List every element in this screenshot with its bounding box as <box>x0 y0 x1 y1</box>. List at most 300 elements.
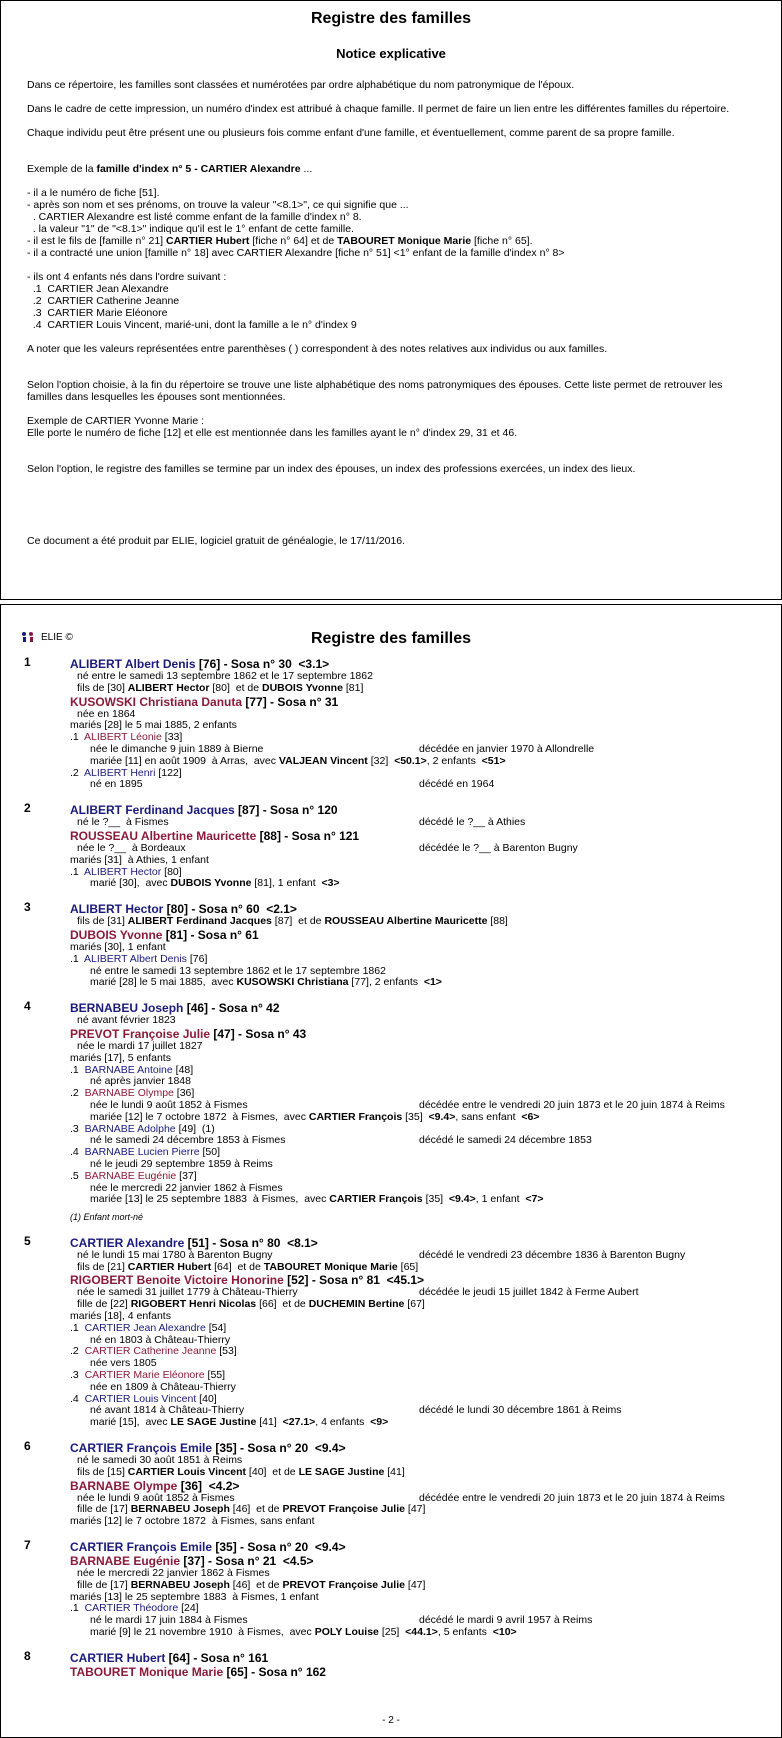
text-run: [81] <box>342 681 364 694</box>
text-run: [35] <box>422 1193 449 1206</box>
text-run: [87] et de <box>271 915 325 928</box>
person-name: ALIBERT Albert Denis <box>84 952 187 965</box>
text-run: mariée [13] le 25 septembre 1883 à Fismes, avec <box>90 1193 330 1206</box>
death-info: décédée entre le vendredi 20 juin 1873 et le 20 juin 1874 à Reims <box>419 1491 725 1504</box>
family-line <box>1 1273 781 1287</box>
line-text <box>90 1334 230 1346</box>
bold-ref: DUBOIS Yvonne <box>170 877 252 890</box>
text-run: [24] <box>178 1602 199 1615</box>
line-text <box>90 743 263 755</box>
line-text <box>70 1052 171 1064</box>
family-line <box>1 1027 781 1041</box>
line-text <box>70 953 207 965</box>
family-gap <box>1 1528 781 1540</box>
text-run: .1 <box>70 1063 85 1076</box>
example-family: famille d'index n° 5 - CARTIER Alexandre <box>96 163 301 175</box>
death-info: décédée le jeudi 15 juillet 1842 à Ferme Aubert <box>419 1286 639 1299</box>
line-text <box>77 915 508 927</box>
text-run: [51] - Sosa n° 80 <box>184 1235 288 1250</box>
bold-ref: <51> <box>481 754 506 767</box>
family-gap <box>1 1429 781 1441</box>
text-run: [33] <box>161 731 183 744</box>
line-text <box>70 657 329 671</box>
notice-subtitle: Notice explicative <box>336 46 446 61</box>
person-name: BARNABE Adolphe <box>84 1122 176 1135</box>
family-gap <box>1 1639 781 1651</box>
text-run: .1 <box>70 731 85 744</box>
death-info: décédée entre le vendredi 20 juin 1873 et le 20 juin 1874 à Reims <box>419 1098 725 1111</box>
text-run: [46] et de <box>229 1503 283 1516</box>
text-run: [64] - Sosa n° 161 <box>165 1650 269 1665</box>
children-heading: - ils ont 4 enfants nés dans l'ordre suivant : <box>27 271 227 283</box>
text-run: [76] - Sosa n° 30 <box>195 657 299 671</box>
line-text <box>70 1393 217 1405</box>
bold-ref: <7> <box>525 1193 544 1206</box>
text-run: né en 1803 à Château-Thierry <box>90 1333 231 1346</box>
bold-ref: <44.1> <box>405 1626 438 1639</box>
family-entry <box>1 1441 781 1528</box>
line-text <box>90 1416 388 1428</box>
text-run: , 1 enfant <box>475 1193 526 1206</box>
line-text <box>70 1064 193 1076</box>
text-run: mariée [11] en août 1909 à Arras, avec <box>90 754 279 767</box>
text-run: fille de [17] <box>77 1578 131 1591</box>
text-run: [41] <box>256 1416 283 1429</box>
line-text <box>90 1182 283 1194</box>
text-run: , 2 enfants <box>426 754 482 767</box>
bold-ref: CARTIER Hubert <box>127 1260 212 1273</box>
text-run: né entre le samedi 13 septembre 1862 et le 17 septembre 1862 <box>77 670 373 682</box>
notice-paragraph: Selon l'option, le registre des familles se termine par un index des épouses, un index des professions exercées, un index des lieux. <box>27 463 636 475</box>
family-line <box>1 1648 781 1665</box>
death-info: décédé le ?__ à Athies <box>419 816 526 829</box>
death-info: décédé le vendredi 23 décembre 1836 à Barenton Bugny <box>419 1248 686 1261</box>
bold-ref: PREVOT Françoise Julie <box>282 1578 405 1591</box>
bold-ref: <3.1> <box>298 657 330 671</box>
text-run: née vers 1805 <box>90 1357 157 1370</box>
text-run: mariés [28] le 5 mai 1885, 2 enfants <box>70 719 237 732</box>
person-name: BERNABEU Joseph <box>70 1001 184 1016</box>
text-run: [40] et de <box>246 1465 299 1478</box>
text-run: mariés [18], 4 enfants <box>70 1310 171 1323</box>
bold-ref: LE SAGE Justine <box>298 1465 385 1478</box>
text-run: (1) Enfant mort-né <box>70 1212 144 1223</box>
line-text <box>77 1286 298 1298</box>
text-run: [41] <box>384 1465 405 1478</box>
family-line <box>1 657 781 671</box>
example-mother: TABOURET Monique Marie <box>337 235 472 247</box>
text-run: [77] - Sosa n° 31 <box>242 694 339 709</box>
family-line <box>1 1554 781 1568</box>
text-run: marié [9] le 21 novembre 1910 à Fismes, avec <box>90 1626 315 1639</box>
text-run: fille de [17] <box>77 1503 131 1516</box>
text-run: [35] - Sosa n° 20 <box>212 1540 315 1555</box>
text-run: , 5 enfants <box>437 1626 493 1639</box>
line-text <box>70 941 166 953</box>
text-run: né le lundi 15 mai 1780 à Barenton Bugny <box>77 1248 273 1261</box>
text-run: [46] - Sosa n° 42 <box>183 1001 280 1016</box>
person-name: RIGOBERT Benoite Victoire Honorine <box>70 1273 284 1288</box>
notice-paragraph: Exemple de CARTIER Yvonne Marie : <box>27 415 205 427</box>
line-text <box>77 1579 425 1591</box>
family-index-number: 7 <box>24 1538 31 1553</box>
family-index-number: 3 <box>24 900 31 915</box>
text-run: [64] et de <box>211 1260 264 1273</box>
bold-ref: TABOURET Monique Marie <box>263 1260 398 1273</box>
family-line <box>1 1467 781 1479</box>
line-text <box>90 1134 286 1146</box>
line-text <box>90 1111 539 1123</box>
text-run: .4 <box>70 1392 85 1405</box>
text-run: née en 1809 à Château-Thierry <box>90 1380 236 1393</box>
bold-ref: <3> <box>321 877 340 890</box>
bold-ref: CARTIER François <box>329 1193 423 1206</box>
text-run: .2 <box>70 766 85 779</box>
bold-ref: <9.4> <box>314 1540 346 1555</box>
family-line <box>1 916 781 928</box>
line-text <box>70 719 237 731</box>
family-line <box>1 1665 781 1679</box>
text-run: né le jeudi 29 septembre 1859 à Reims <box>90 1157 273 1170</box>
line-text <box>77 1466 405 1478</box>
line-text <box>70 1665 326 1679</box>
text-run: [54] <box>205 1321 227 1334</box>
family-line <box>1 683 781 695</box>
register-page-title: Registre des familles <box>310 630 472 647</box>
text-run: [47] - Sosa n° 43 <box>210 1026 307 1041</box>
bold-ref: BERNABEU Joseph <box>130 1503 230 1516</box>
text-run: né le samedi 24 décembre 1853 à Fismes <box>90 1134 286 1147</box>
line-text <box>77 682 363 694</box>
line-text <box>70 695 338 709</box>
bold-ref: <6> <box>521 1110 540 1123</box>
family-line <box>1 779 781 791</box>
line-text <box>70 1236 318 1250</box>
example-line: - il a contracté une union [famille n° 18] avec CARTIER Alexandre [fiche n° 51] <1° enfant de la famille d'index n° 8> <box>27 247 565 259</box>
text-run: [35] - Sosa n° 20 <box>212 1441 315 1456</box>
line-text <box>77 842 186 854</box>
text-run: [46] et de <box>229 1578 283 1591</box>
text-run: [52] - Sosa n° 81 <box>283 1273 387 1288</box>
notice-body <box>27 79 757 547</box>
line-text <box>70 854 209 866</box>
family-index-number: 4 <box>24 999 31 1014</box>
notice-paragraph: Chaque individu peut être présent une ou plusieurs fois comme enfant d'une famille, et éventuellement, comme parent de sa propre famille. <box>27 127 675 139</box>
text-run: [88] <box>487 915 508 928</box>
line-text <box>77 670 373 682</box>
text-run: née en 1864 <box>77 707 136 720</box>
example-heading <box>27 163 757 175</box>
bold-ref: <45.1> <box>386 1273 425 1288</box>
family-line <box>1 1194 781 1206</box>
bold-ref: <27.1> <box>282 1416 316 1429</box>
bold-ref: <9.4> <box>428 1110 456 1123</box>
text-run: né après janvier 1848 <box>90 1075 191 1088</box>
line-text <box>70 1146 220 1158</box>
text-run: fille de [22] <box>77 1298 131 1311</box>
line-text <box>90 1193 544 1205</box>
text-run: né avant février 1823 <box>77 1014 176 1027</box>
bold-ref: VALJEAN Vincent <box>278 754 368 767</box>
family-entry <box>1 1540 781 1639</box>
text-run: [49] (1) <box>175 1122 215 1135</box>
family-entry <box>1 803 781 890</box>
page-register <box>0 604 782 1738</box>
example-suffix: ... <box>300 163 313 175</box>
family-line <box>1 1001 781 1015</box>
child-line: .3 CARTIER Marie Eléonore <box>27 307 168 319</box>
line-text <box>70 1591 319 1603</box>
bold-ref: <8.1> <box>287 1235 318 1250</box>
page-notice <box>0 0 782 600</box>
bold-ref: <50.1> <box>394 754 427 767</box>
line-text <box>77 708 135 720</box>
line-text <box>90 1404 244 1416</box>
person-name: DUBOIS Yvonne <box>70 927 163 942</box>
family-line <box>1 1516 781 1528</box>
family-list <box>1 657 781 1691</box>
notice-paragraph: Dans le cadre de cette impression, un numéro d'index est attribué à chaque famille. Il permet de faire un lien entre les différentes familles du répertoire. <box>27 103 730 115</box>
text-run: [80] et de <box>209 681 263 694</box>
text-run: .5 <box>70 1169 85 1182</box>
bold-ref: LE SAGE Justine <box>170 1416 257 1429</box>
line-text <box>90 1075 191 1087</box>
text-run: [81], 1 enfant <box>251 877 322 890</box>
bold-ref: <9.4> <box>314 1441 346 1456</box>
person-name: ROUSSEAU Albertine Mauricette <box>70 828 257 843</box>
text-run: [81] - Sosa n° 61 <box>162 927 259 942</box>
child-line: .1 CARTIER Jean Alexandre <box>27 283 169 295</box>
example-text: - il est le fils de [famille n° 21] <box>27 235 167 247</box>
line-text <box>70 1554 314 1568</box>
family-line <box>1 817 781 829</box>
text-run: née le mercredi 22 janvier 1862 à Fismes <box>90 1181 283 1194</box>
text-run: fils de [31] <box>77 915 128 928</box>
line-text <box>70 902 297 916</box>
line-text <box>90 976 442 988</box>
line-text <box>70 1123 215 1135</box>
text-run: .2 <box>70 1087 85 1100</box>
text-run: [47] <box>404 1503 426 1516</box>
text-run: mariés [30], 1 enfant <box>70 940 166 953</box>
family-gap <box>1 890 781 902</box>
notice-paragraph: A noter que les valeurs représentées entre parenthèses ( ) correspondent à des notes relatives aux individus ou aux familles. <box>27 343 608 355</box>
death-info: décédé en 1964 <box>419 778 495 791</box>
person-name: CARTIER Hubert <box>70 1650 166 1665</box>
family-line <box>1 1015 781 1027</box>
family-line <box>1 977 781 989</box>
line-text <box>90 1357 157 1369</box>
bold-ref: KUSOWSKI Christiana <box>236 976 349 989</box>
text-run: fils de [30] <box>77 681 128 694</box>
text-run: [36] <box>173 1087 195 1100</box>
family-index-number: 8 <box>24 1648 31 1663</box>
text-run: [80] - Sosa n° 60 <box>163 902 267 917</box>
line-text <box>70 866 182 878</box>
family-line <box>1 928 781 942</box>
family-entry <box>1 1001 781 1224</box>
page-number: - 2 - <box>382 1715 400 1726</box>
family-line <box>1 902 781 916</box>
child-line: .4 CARTIER Louis Vincent, marié-uni, dont la famille a le n° d'index 9 <box>27 319 357 331</box>
text-run: marié [15], avec <box>90 1416 171 1429</box>
person-name: KUSOWSKI Christiana Danuta <box>70 694 243 709</box>
family-index-number: 2 <box>24 801 31 816</box>
family-line <box>1 1540 781 1554</box>
text-run: [67] <box>404 1298 425 1311</box>
example-text: [fiche n° 64] et de <box>249 235 338 247</box>
family-line <box>1 1441 781 1455</box>
text-run: [65] <box>397 1260 419 1273</box>
person-name: ALIBERT Léonie <box>84 731 162 744</box>
text-run: .1 <box>70 865 85 878</box>
text-run: né avant 1814 à Château-Thierry <box>90 1404 245 1417</box>
line-text <box>70 1441 346 1455</box>
person-name: BARNABE Lucien Pierre <box>84 1146 200 1159</box>
line-text <box>70 1322 226 1334</box>
text-run: mariés [31] à Athies, 1 enfant <box>70 853 209 866</box>
line-text <box>70 1515 315 1527</box>
example-text: [fiche n° 65]. <box>471 235 533 247</box>
line-text <box>90 755 506 767</box>
bold-ref: PREVOT Françoise Julie <box>282 1503 405 1516</box>
person-name: CARTIER François Emile <box>70 1441 213 1456</box>
line-text <box>77 1249 273 1261</box>
line-text <box>77 1503 425 1515</box>
text-run: [36] <box>177 1478 209 1493</box>
person-name: BARNABE Antoine <box>84 1063 173 1076</box>
child-line: .2 CARTIER Catherine Jeanne <box>27 295 180 307</box>
death-info: décédée le ?__ à Barenton Bugny <box>419 841 578 854</box>
family-line <box>1 1212 781 1224</box>
example-line: - après son nom et ses prénoms, on trouve la valeur "<8.1>", ce qui signifie que ... <box>27 199 409 211</box>
death-info: décédé le mardi 9 avril 1957 à Reims <box>419 1614 593 1627</box>
line-text <box>70 767 182 779</box>
person-name: BARNABE Olympe <box>84 1087 174 1100</box>
line-text <box>77 1298 425 1310</box>
person-name: CARTIER Marie Eléonore <box>84 1369 205 1382</box>
line-text <box>70 829 359 843</box>
text-run: mariés [12] le 7 octobre 1872 à Fismes, sans enfant <box>70 1515 315 1528</box>
text-run: née le ?__ à Bordeaux <box>77 841 186 854</box>
text-run: .1 <box>70 1321 85 1334</box>
death-info: décédée en janvier 1970 à Allondrelle <box>419 742 595 755</box>
text-run: né en 1895 <box>90 778 143 791</box>
person-name: PREVOT Françoise Julie <box>70 1026 211 1041</box>
family-gap <box>1 1679 781 1691</box>
example-father: CARTIER Hubert <box>166 235 250 247</box>
text-run: .3 <box>70 1369 85 1382</box>
line-text <box>70 1602 199 1614</box>
line-text <box>90 778 143 790</box>
line-text <box>77 1014 176 1026</box>
bold-ref: <10> <box>492 1626 517 1639</box>
bold-ref: RIGOBERT Henri Nicolas <box>130 1298 257 1311</box>
line-text <box>70 1345 237 1357</box>
line-text <box>70 1369 225 1381</box>
person-name: TABOURET Monique Marie <box>70 1664 224 1679</box>
text-run: [40] <box>196 1392 217 1405</box>
bold-ref: BERNABEU Joseph <box>130 1578 230 1591</box>
line-text <box>70 1170 197 1182</box>
person-name: CARTIER Théodore <box>84 1602 179 1615</box>
text-run: [25] <box>378 1626 406 1639</box>
line-text <box>70 1027 306 1041</box>
line-text <box>70 1310 171 1322</box>
text-run: née le dimanche 9 juin 1889 à Bierne <box>90 742 264 755</box>
person-name: CARTIER François Emile <box>70 1540 213 1555</box>
line-text <box>77 1492 235 1504</box>
line-text <box>70 1001 280 1015</box>
text-run: [55] <box>204 1369 226 1382</box>
text-run: née le samedi 31 juillet 1779 à Château-Thierry <box>77 1286 298 1299</box>
text-run: [80] <box>161 865 182 878</box>
text-run: fils de [15] <box>77 1465 128 1478</box>
text-run: mariés [13] le 25 septembre 1883 à Fismes, 1 enfant <box>70 1590 319 1603</box>
text-run: [76] <box>186 952 208 965</box>
text-run: [50] <box>199 1146 220 1159</box>
death-info: décédé le samedi 24 décembre 1853 <box>419 1134 592 1147</box>
bold-ref: ALIBERT Ferdinand Jacques <box>127 915 272 928</box>
family-gap <box>1 1224 781 1236</box>
example-line: - il a le numéro de fiche [51]. <box>27 187 160 199</box>
text-run: .1 <box>70 952 85 965</box>
family-line <box>1 1627 781 1639</box>
bold-ref: <4.2> <box>208 1478 240 1493</box>
text-run: [87] - Sosa n° 120 <box>234 803 338 818</box>
bold-ref: CARTIER Louis Vincent <box>127 1465 247 1478</box>
line-text <box>70 928 259 942</box>
text-run: .1 <box>70 1602 85 1615</box>
family-entry <box>1 657 781 791</box>
line-text <box>90 1381 236 1393</box>
bold-ref: POLY Louise <box>314 1626 379 1639</box>
family-index-number: 6 <box>24 1439 31 1454</box>
family-entry <box>1 1233 781 1429</box>
text-run: [37] - Sosa n° 21 <box>180 1554 283 1569</box>
example-line: . la valeur "1" de "<8.1>" indique qu'il est le 1° enfant de cette famille. <box>27 223 354 235</box>
text-run: né le samedi 30 août 1851 à Reims <box>77 1454 243 1467</box>
line-text <box>70 1479 239 1493</box>
person-name: ALIBERT Ferdinand Jacques <box>70 803 235 818</box>
production-note: Ce document a été produit par ELIE, logiciel gratuit de généalogie, le 17/11/2016. <box>27 535 406 547</box>
example-prefix: Exemple de la <box>27 163 97 175</box>
text-run: [122] <box>155 766 182 779</box>
notice-paragraph: Elle porte le numéro de fiche [12] et elle est mentionnée dans les familles ayant le n° d'index 29, 31 et 46. <box>27 427 518 439</box>
person-name: CARTIER Louis Vincent <box>84 1392 197 1405</box>
bold-ref: <4.5> <box>282 1554 314 1569</box>
family-gap <box>1 791 781 803</box>
text-run: [65] - Sosa n° 162 <box>223 1664 326 1679</box>
text-run: marié [28] le 5 mai 1885, avec <box>90 976 237 989</box>
text-run: né le ?__ à Fismes <box>77 816 169 829</box>
text-run: marié [30], avec <box>90 877 171 890</box>
text-run: né entre le samedi 13 septembre 1862 et le 17 septembre 1862 <box>90 964 386 977</box>
person-name: BARNABE Eugénie <box>70 1554 181 1569</box>
text-run: mariés [17], 5 enfants <box>70 1051 171 1064</box>
text-run: , sans enfant <box>455 1110 522 1123</box>
text-run: [53] <box>216 1345 237 1358</box>
family-line <box>1 1262 781 1274</box>
notice-paragraph: Dans ce répertoire, les familles sont classées et numérotées par ordre alphabétique du nom patronymique de l'époux. <box>27 79 575 91</box>
line-text <box>90 877 340 889</box>
family-entry <box>1 902 781 989</box>
line-text <box>90 965 386 977</box>
line-text <box>77 1040 203 1052</box>
bold-ref: <9.4> <box>448 1193 476 1206</box>
line-text <box>70 1212 143 1222</box>
family-index-number: 1 <box>24 655 31 669</box>
